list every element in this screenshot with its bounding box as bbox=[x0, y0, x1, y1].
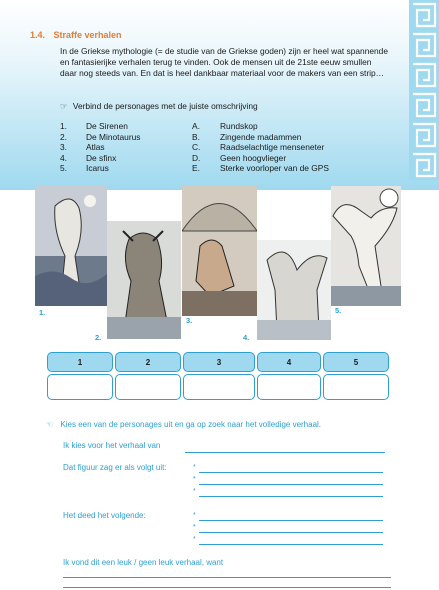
section-title-text: Straffe verhalen bbox=[53, 30, 122, 40]
list-item: 1. De Sirenen A. Rundskop bbox=[60, 121, 258, 131]
research-prompt: ☜ Kies een van de personages uit en ga op zoek naar het volledige verhaal. bbox=[46, 420, 322, 429]
answer-cell-1[interactable] bbox=[47, 374, 113, 400]
table-header-3: 3 bbox=[183, 352, 255, 372]
icarus-illustration bbox=[331, 186, 401, 306]
pointing-hand-icon: ☞ bbox=[60, 101, 68, 111]
answer-table bbox=[47, 352, 389, 400]
sphinx-illustration bbox=[257, 240, 331, 340]
choice-label: Ik kies voor het verhaal van bbox=[63, 441, 161, 450]
choice-answer-line[interactable] bbox=[185, 452, 385, 453]
image-label-3: 3. bbox=[186, 316, 193, 325]
looks-answer-line[interactable] bbox=[199, 484, 383, 485]
table-header-5: 5 bbox=[323, 352, 389, 372]
looks-answer-line[interactable] bbox=[199, 496, 383, 497]
pointing-hand-icon: ☜ bbox=[46, 420, 54, 429]
task-text: Verbind de personages met de juiste omschrijving bbox=[72, 101, 258, 111]
table-header-4: 4 bbox=[257, 352, 321, 372]
opinion-answer-line[interactable] bbox=[63, 587, 391, 588]
image-label-2: 2. bbox=[95, 333, 102, 342]
section-number: 1.4. bbox=[30, 30, 46, 40]
list-item: 3. Atlas C. Raadselachtige menseneter bbox=[60, 142, 325, 153]
table-header-2: 2 bbox=[115, 352, 181, 372]
list-item: 4. De sfinx D. Geen hoogvlieger bbox=[60, 152, 287, 163]
opinion-answer-line[interactable] bbox=[63, 577, 391, 578]
looks-label: Dat figuur zag er als volgt uit: bbox=[63, 463, 167, 472]
did-answer-line[interactable] bbox=[199, 520, 383, 521]
image-label-1: 1. bbox=[39, 308, 46, 317]
image-label-5: 5. bbox=[335, 306, 342, 315]
image-label-4: 4. bbox=[243, 333, 250, 342]
section-title bbox=[30, 30, 122, 40]
answer-cell-4[interactable] bbox=[257, 374, 321, 400]
atlas-illustration bbox=[182, 186, 257, 316]
sirens-illustration bbox=[35, 186, 107, 306]
answer-cell-3[interactable] bbox=[183, 374, 255, 400]
task-instruction bbox=[60, 101, 258, 111]
answer-cell-5[interactable] bbox=[323, 374, 389, 400]
minotaur-illustration bbox=[107, 221, 181, 339]
answer-cell-2[interactable] bbox=[115, 374, 181, 400]
list-item: 5. Icarus E. Sterke voorloper van de GPS bbox=[60, 163, 329, 174]
matching-list bbox=[60, 121, 329, 174]
did-answer-line[interactable] bbox=[199, 544, 383, 545]
looks-answer-line[interactable] bbox=[199, 472, 383, 473]
greek-meander-border bbox=[409, 0, 439, 180]
did-answer-line[interactable] bbox=[199, 532, 383, 533]
opinion-label: Ik vond dit een leuk / geen leuk verhaal, want bbox=[63, 558, 224, 567]
list-item: 2. De Minotaurus B. Zingende madammen bbox=[60, 131, 302, 142]
intro-paragraph: In de Griekse mythologie (= de studie van de Griekse goden) zijn er heel wat spannende en fantasierijke verhalen terug te vinden. Ook de mensen uit de 21ste eeuw smullen daar nog steeds van. En dat is heel dankbaar materiaal voor de makers van een strip… bbox=[60, 46, 388, 78]
table-header-1: 1 bbox=[47, 352, 113, 372]
did-label: Het deed het volgende: bbox=[63, 511, 146, 520]
